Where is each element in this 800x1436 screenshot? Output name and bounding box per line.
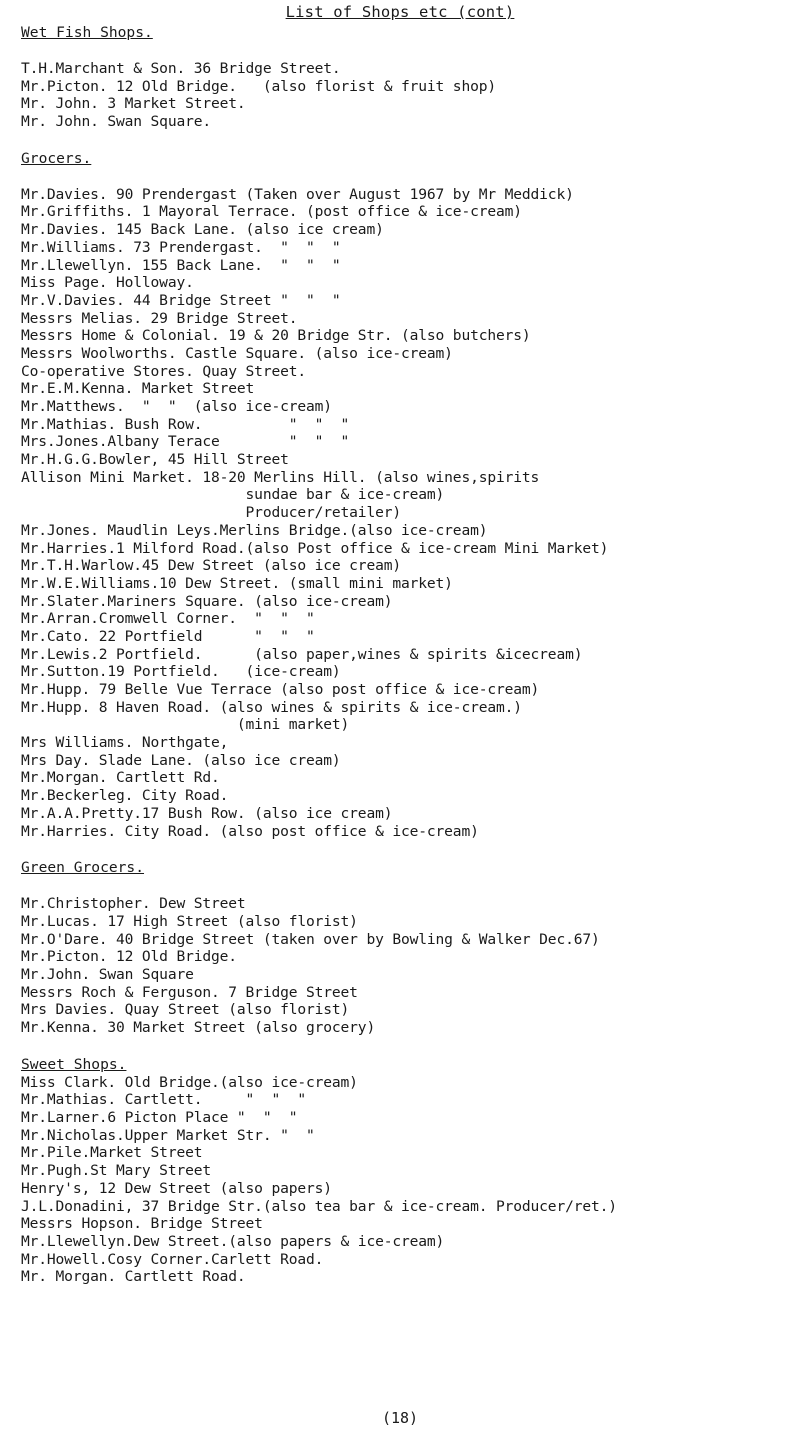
list-item: Mrs Day. Slade Lane. (also ice cream) (21, 751, 341, 769)
list-item: Mr.Lewis.2 Portfield. (also paper,wines & spirits &icecream) (21, 645, 583, 663)
list-item: Mr.Davies. 90 Prendergast (Taken over August 1967 by Mr Meddick) (21, 185, 574, 203)
list-item: Henry's, 12 Dew Street (also papers) (21, 1179, 332, 1197)
list-item: T.H.Marchant & Son. 36 Bridge Street. (21, 60, 341, 77)
list-item: Mr.V.Davies. 44 Bridge Street " " " (21, 291, 341, 309)
content (21, 24, 796, 1305)
list-item: Allison Mini Market. 18-20 Merlins Hill. (also wines,spirits (21, 468, 540, 486)
list-item: Mr.W.E.Williams.10 Dew Street. (small mini market) (21, 574, 453, 592)
list-item: Mr.O'Dare. 40 Bridge Street (taken over by Bowling & Walker Dec.67) (21, 930, 600, 948)
list-item: Mrs Davies. Quay Street (also florist) (21, 1001, 350, 1019)
list-item: Mr.Slater.Mariners Square. (also ice-cream) (21, 592, 393, 610)
list-item: Mr.Pugh.St Mary Street (21, 1162, 211, 1180)
list-item: Mr.Hupp. 79 Belle Vue Terrace (also post office & ice-cream) (21, 681, 540, 698)
list-item: (mini market) (21, 716, 350, 734)
list-item: Miss Page. Holloway. (21, 274, 194, 292)
list-item: Mr.Nicholas.Upper Market Str. " " (21, 1126, 315, 1144)
list-item: Miss Clark. Old Bridge.(also ice-cream) (21, 1073, 358, 1091)
section-heading: Green Grocers. (21, 859, 145, 877)
list-item: Mr.Harries. City Road. (also post office & ice-cream) (21, 822, 479, 840)
list-item: Mr.Pile.Market Street (21, 1144, 203, 1162)
list-item: Mr.T.H.Warlow.45 Dew Street (also ice cream) (21, 557, 401, 575)
list-item: Producer/retailer) (21, 504, 401, 522)
section-wet-fish (21, 24, 796, 131)
list-item: sundae bar & ice-cream) (21, 486, 445, 504)
list-item: Mr.Matthews. " " (also ice-cream) (21, 398, 332, 415)
list-item: Mrs.Jones.Albany Terace " " " (21, 433, 350, 451)
list-item: Mr.John. Swan Square (21, 965, 194, 983)
list-item: Mr.Cato. 22 Portfield " " " (21, 627, 315, 645)
list-item: Mr.Jones. Maudlin Leys.Merlins Bridge.(also ice-cream) (21, 521, 488, 539)
section-sweet-shops (21, 1056, 796, 1286)
list-item: Mr.Harries.1 Milford Road.(also Post office & ice-cream Mini Market) (21, 539, 609, 557)
section-heading: Wet Fish Shops. (21, 24, 153, 41)
section-heading: Grocers. (21, 149, 92, 167)
list-item: Messrs Home & Colonial. 19 & 20 Bridge Str. (also butchers) (21, 327, 531, 345)
list-item: Mr.Llewellyn.Dew Street.(also papers & ice-cream) (21, 1232, 445, 1250)
list-item: Mr. Morgan. Cartlett Road. (21, 1268, 246, 1286)
list-item: Mr.Griffiths. 1 Mayoral Terrace. (post office & ice-cream) (21, 203, 522, 221)
list-item: Mr.Arran.Cromwell Corner. " " " (21, 610, 315, 628)
list-item: Messrs Roch & Ferguson. 7 Bridge Street (21, 983, 358, 1001)
list-item: Mr.Lucas. 17 High Street (also florist) (21, 912, 358, 930)
list-item: Mr.Williams. 73 Prendergast. " " " (21, 238, 341, 256)
page-title: List of Shops etc (cont) (285, 3, 515, 21)
list-item: Mr.E.M.Kenna. Market Street (21, 380, 255, 398)
list-item: Mr.Christopher. Dew Street (21, 895, 246, 913)
list-item: Mr.Picton. 12 Old Bridge. (also florist & fruit shop) (21, 77, 496, 95)
list-item: Mr.Hupp. 8 Haven Road. (also wines & spirits & ice-cream.) (21, 698, 522, 716)
list-item: Mr.Mathias. Bush Row. " " " (21, 415, 350, 433)
list-item: Mr.Llewellyn. 155 Back Lane. " " " (21, 256, 341, 274)
list-item: Mr.Sutton.19 Portfield. (ice-cream) (21, 663, 341, 681)
list-item: Mr.Morgan. Cartlett Rd. (21, 769, 220, 787)
list-item: Mrs Williams. Northgate, (21, 734, 229, 752)
list-item: Mr. John. Swan Square. (21, 113, 211, 131)
list-item: Mr.Davies. 145 Back Lane. (also ice cream) (21, 221, 384, 239)
list-item: Mr.Beckerleg. City Road. (21, 787, 229, 805)
list-item: Mr.Mathias. Cartlett. " " " (21, 1091, 306, 1109)
list-item: Messrs Woolworths. Castle Square. (also ice-cream) (21, 344, 453, 362)
section-grocers (21, 150, 796, 840)
section-green-grocers (21, 859, 796, 1037)
list-item: Mr.A.A.Pretty.17 Bush Row. (also ice cream) (21, 804, 393, 822)
list-item: Mr.Larner.6 Picton Place " " " (21, 1109, 298, 1127)
list-item: Messrs Hopson. Bridge Street (21, 1215, 263, 1233)
page-number: (18) (381, 1409, 419, 1427)
list-item: Mr.Kenna. 30 Market Street (also grocery) (21, 1019, 376, 1036)
list-item: Mr.Picton. 12 Old Bridge. (21, 948, 237, 966)
list-item: Mr. John. 3 Market Street. (21, 95, 246, 113)
list-item: Mr.Howell.Cosy Corner.Carlett Road. (21, 1250, 324, 1268)
list-item: Co-operative Stores. Quay Street. (21, 362, 306, 380)
list-item: J.L.Donadini, 37 Bridge Str.(also tea bar & ice-cream. Producer/ret.) (21, 1197, 617, 1215)
list-item: Mr.H.G.G.Bowler, 45 Hill Street (21, 451, 289, 469)
list-item: Messrs Melias. 29 Bridge Street. (21, 309, 298, 327)
section-heading: Sweet Shops. (21, 1055, 127, 1073)
